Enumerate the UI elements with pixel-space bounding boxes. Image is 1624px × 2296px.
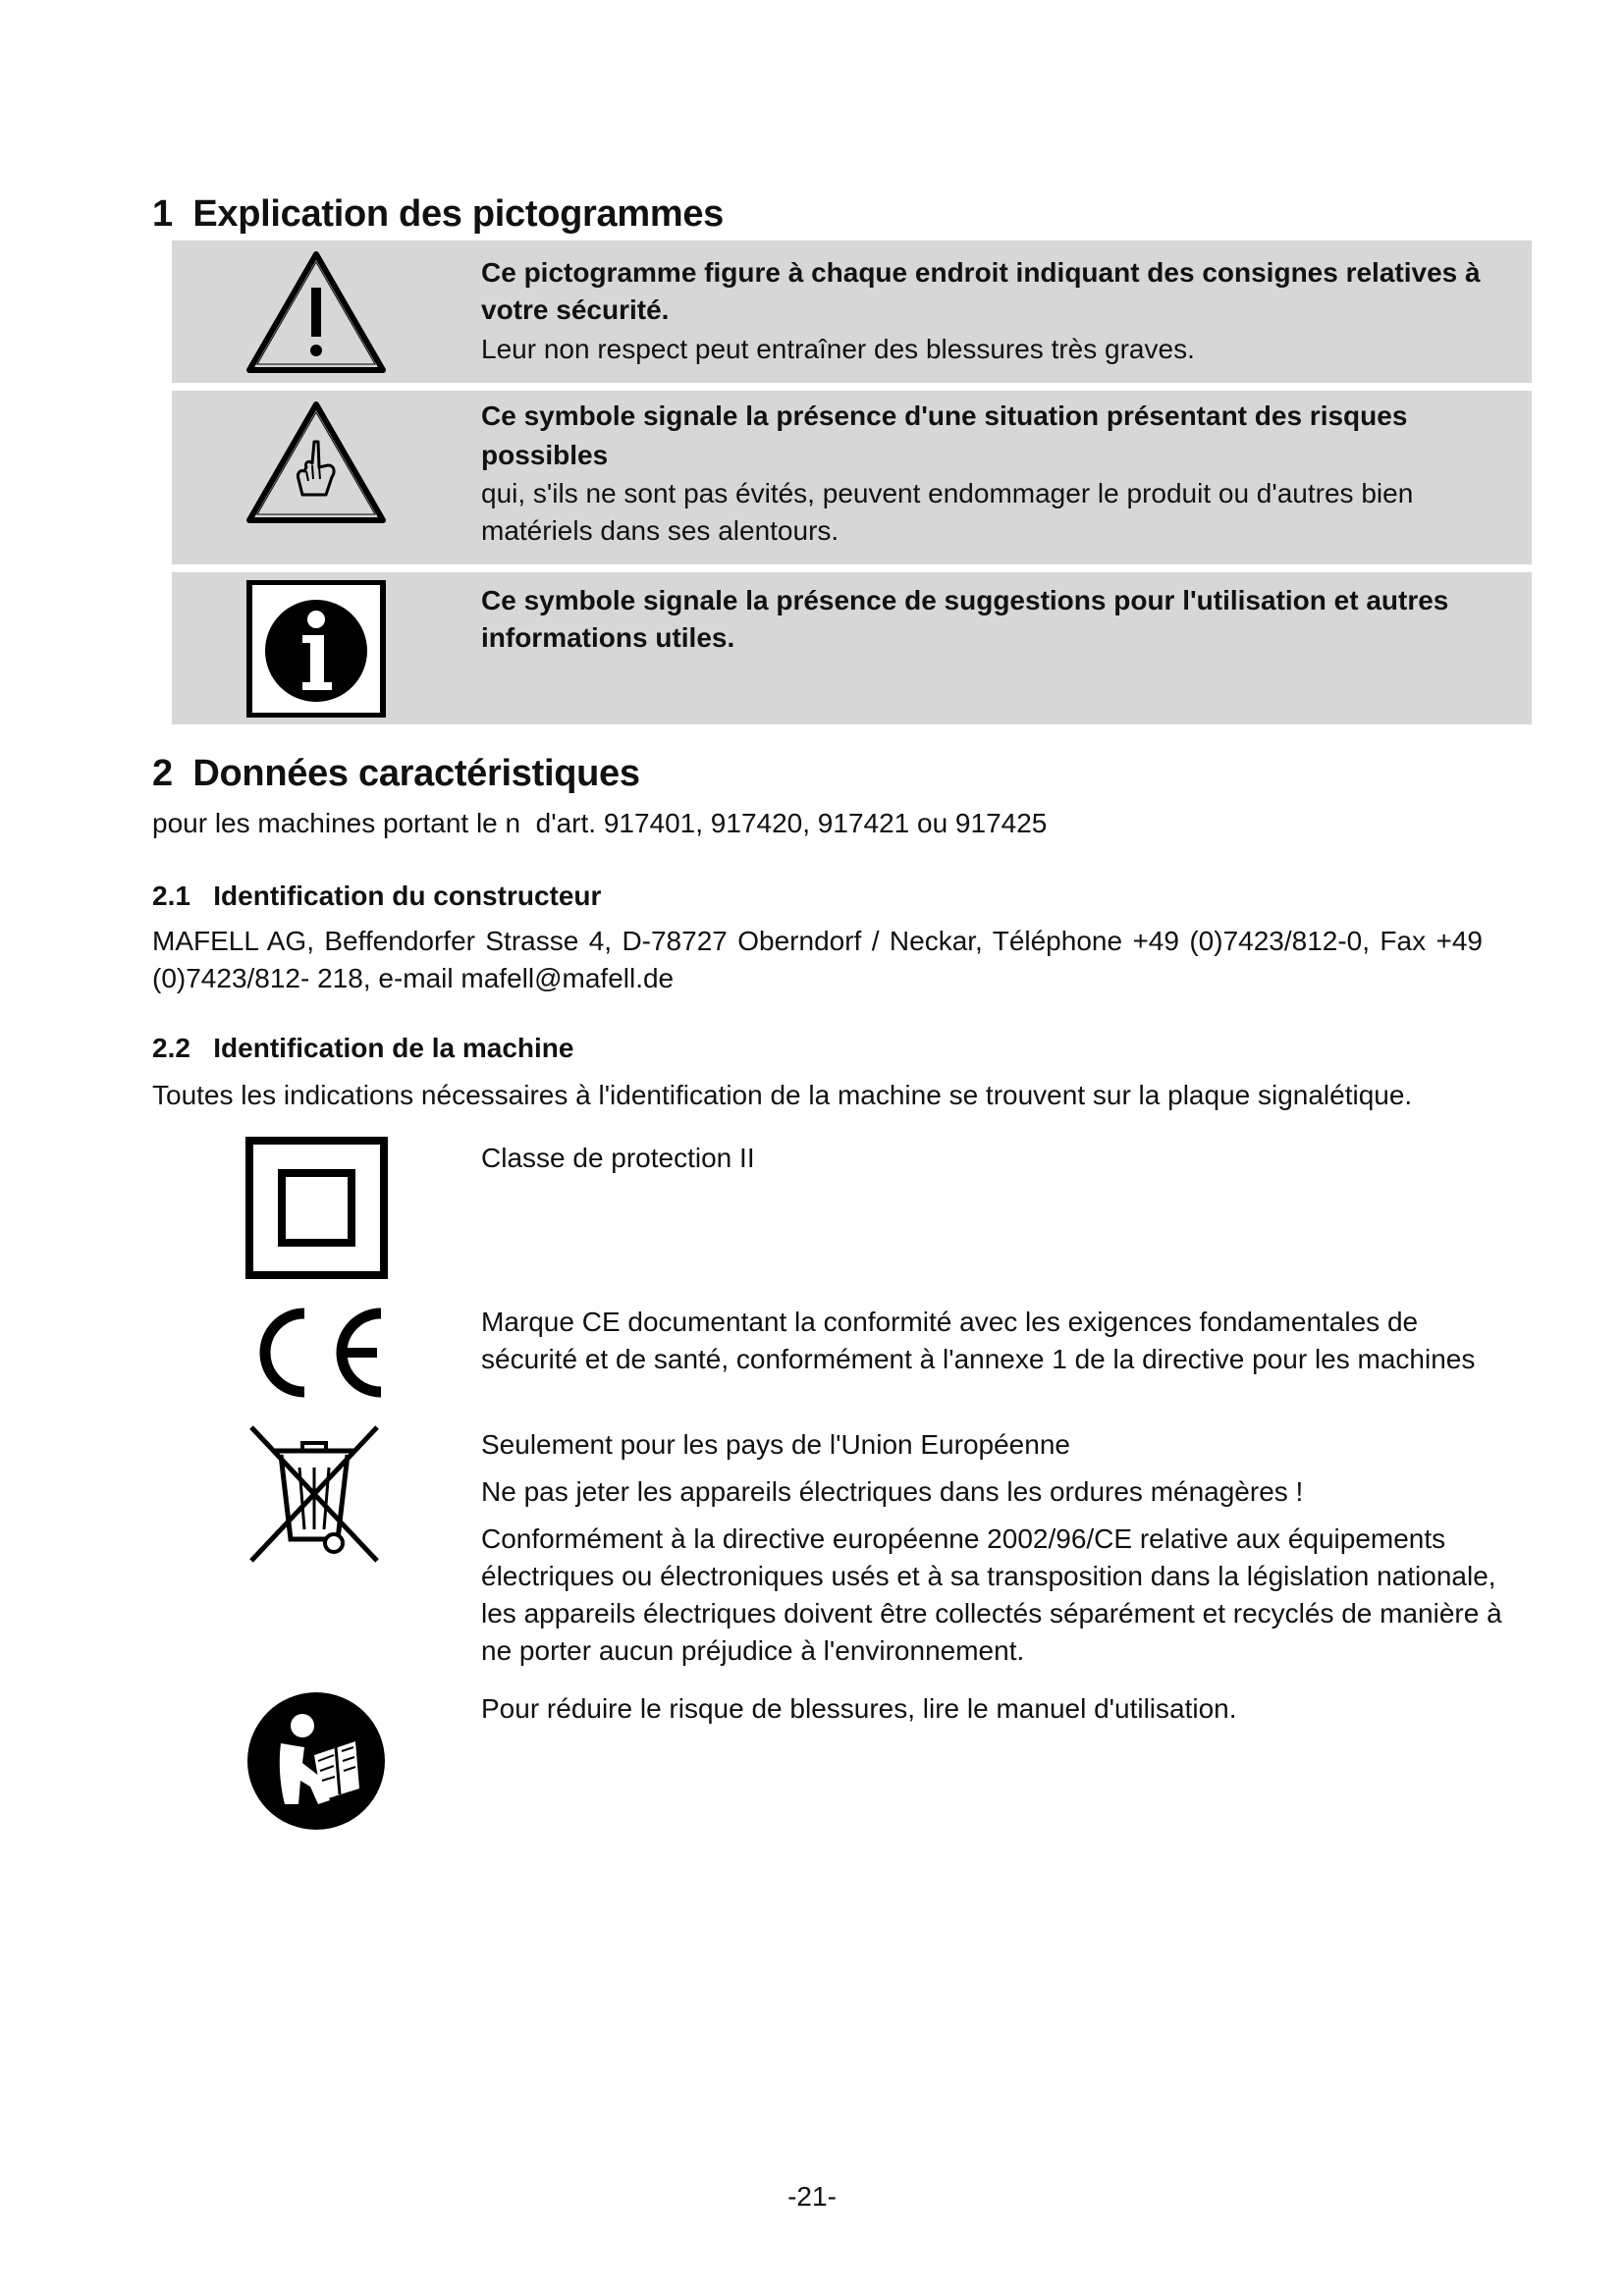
subsection-title: Identification du constructeur [213, 881, 602, 911]
subsection-number: 2.1 [152, 881, 190, 911]
subsection-2-2-heading [152, 1033, 573, 1064]
pictogram-line: Conformément à la directive européenne 2002/96/CE relative aux équipements électriques ou électroniques usés et à sa transposition dans la législation nationale, les appareils électriques doivent être collectés séparément et recyclés de manière à ne porter aucun préjudice à l'environnement. [481, 1523, 1502, 1666]
pictogram-line: Marque CE documentant la conformité avec les exigences fondamentales de sécurité et de santé, conformément à l'annexe 1 de la directive pour les machines [481, 1307, 1476, 1374]
read-manual-icon [245, 1690, 388, 1838]
row-bold-text: Ce symbole signale la présence d'une situation présentant des risques possibles [481, 400, 1408, 470]
info-icon [245, 580, 388, 722]
row-bold-text: Ce symbole signale la présence de suggestions pour l'utilisation et autres informations utiles. [481, 585, 1449, 653]
protection-class-text [481, 1140, 1502, 1177]
pictogram-line: Pour réduire le risque de blessures, lire le manuel d'utilisation. [481, 1693, 1237, 1724]
section-1-heading [152, 193, 724, 236]
ce-mark-text [481, 1304, 1502, 1378]
manufacturer-text: MAFELL AG, Beffendorfer Strasse 4, D-78727 Oberndorf / Neckar, Téléphone +49 (0)7423/812-0, Fax +49 (0)7423/812- 218, e-mail mafell@mafell.de [152, 926, 1483, 993]
ce-mark-icon [245, 1304, 388, 1407]
section-title: Données caractéristiques [192, 753, 640, 794]
hand-caution-triangle-icon [245, 399, 388, 531]
pictogram-row-info [172, 572, 1532, 724]
section-2-intro: pour les machines portant le n d'art. 917401, 917420, 917421 ou 917425 [152, 808, 1048, 838]
section-title: Explication des pictogrammes [192, 193, 725, 235]
row-normal-text: qui, s'ils ne sont pas évités, peuvent endommager le produit ou d'autres bien matériels dans ses alentours. [481, 478, 1414, 546]
warning-triangle-icon [245, 248, 388, 381]
subsection-number: 2.2 [152, 1033, 190, 1063]
subsection-2-1-heading [152, 881, 601, 912]
weee-text [481, 1426, 1502, 1670]
protection-class-ii-icon [245, 1137, 388, 1284]
crossed-bin-icon [245, 1423, 383, 1571]
pictogram-line: Seulement pour les pays de l'Union Européenne [481, 1429, 1070, 1460]
pictogram-row-caution [172, 391, 1532, 564]
section-2-heading [152, 753, 640, 795]
pictogram-line: Classe de protection II [481, 1143, 755, 1173]
row-normal-text: Leur non respect peut entraîner des blessures très graves. [481, 334, 1195, 364]
section-number: 1 [152, 193, 173, 235]
pictogram-line: Ne pas jeter les appareils électriques dans les ordures ménagères ! [481, 1476, 1304, 1507]
page-number: -21- [787, 2181, 837, 2212]
pictogram-row-warning [172, 240, 1532, 383]
row-bold-text: Ce pictogramme figure à chaque endroit indiquant des consignes relatives à votre sécurité. [481, 257, 1481, 325]
machine-identification-text: Toutes les indications nécessaires à l'identification de la machine se trouvent sur la plaque signalétique. [152, 1080, 1413, 1110]
subsection-title: Identification de la machine [213, 1033, 574, 1063]
read-manual-text [481, 1690, 1502, 1728]
section-number: 2 [152, 753, 173, 794]
